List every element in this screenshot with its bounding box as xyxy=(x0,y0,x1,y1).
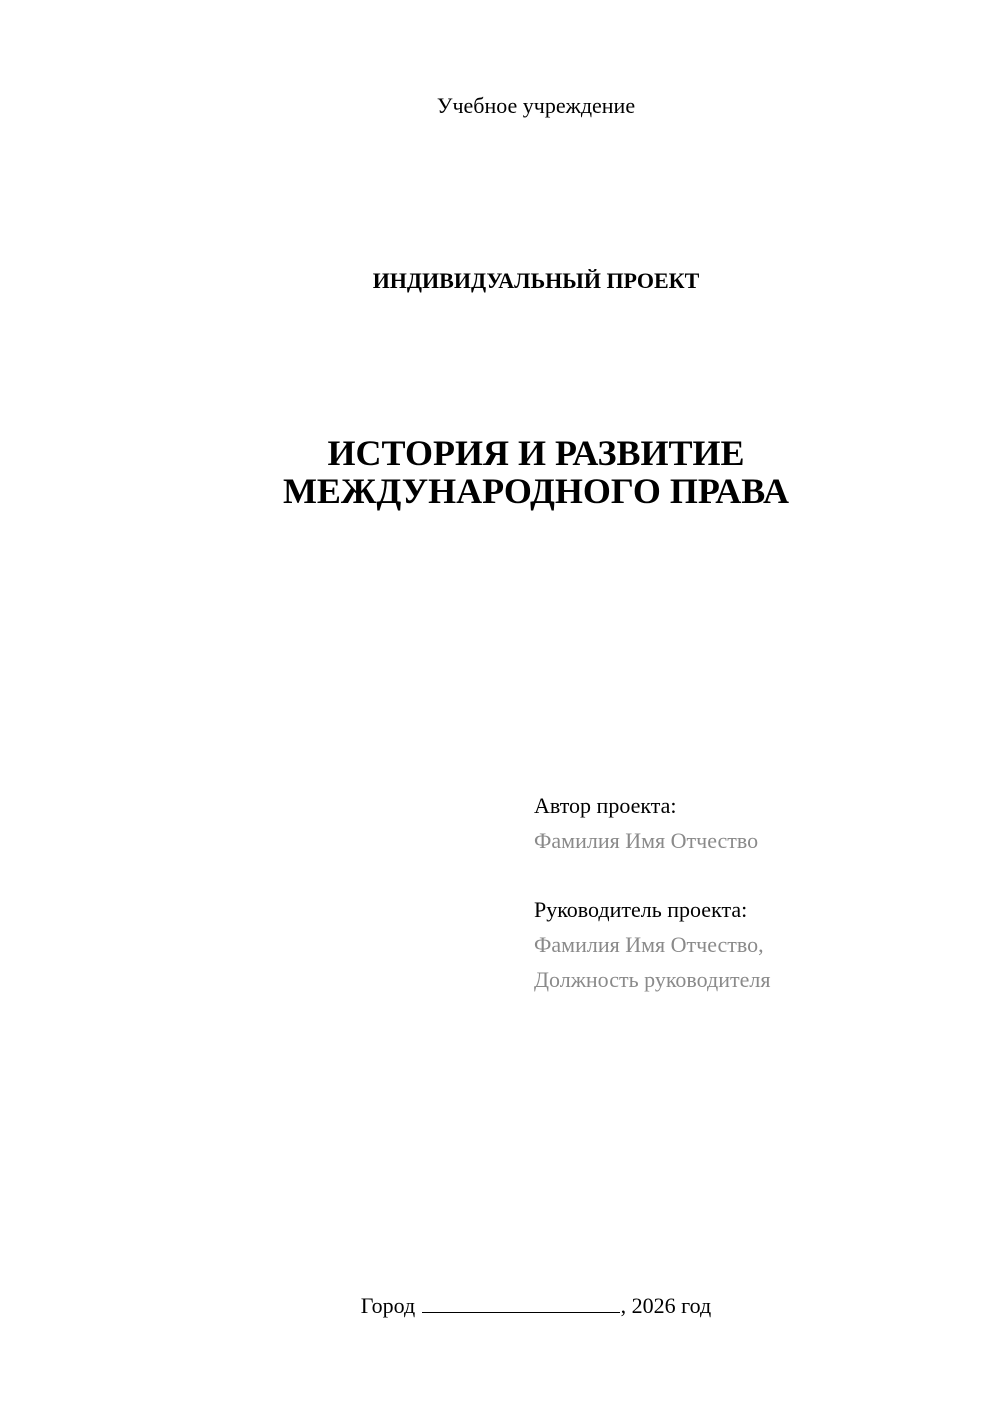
author-label: Автор проекта: xyxy=(534,793,677,818)
supervisor-name: Фамилия Имя Отчество, xyxy=(534,932,764,957)
city-label: Город xyxy=(360,1293,416,1318)
document-type: ИНДИВИДУАЛЬНЫЙ ПРОЕКТ xyxy=(372,268,700,293)
project-credits xyxy=(534,788,974,997)
city-blank-line xyxy=(422,1290,620,1313)
year-text: , 2026 год xyxy=(620,1293,712,1318)
supervisor-label: Руководитель проекта: xyxy=(534,897,748,922)
credits-spacer xyxy=(534,858,974,892)
city-year-line xyxy=(0,1290,1000,1320)
project-title-line-1: ИСТОРИЯ И РАЗВИТИЕ xyxy=(327,433,745,473)
project-title xyxy=(0,434,1000,510)
institution-name: Учебное учреждение xyxy=(436,93,636,118)
project-title-line-2: МЕЖДУНАРОДНОГО ПРАВА xyxy=(282,471,790,511)
supervisor-position: Должность руководителя xyxy=(534,967,771,992)
author-name: Фамилия Имя Отчество xyxy=(534,828,759,853)
